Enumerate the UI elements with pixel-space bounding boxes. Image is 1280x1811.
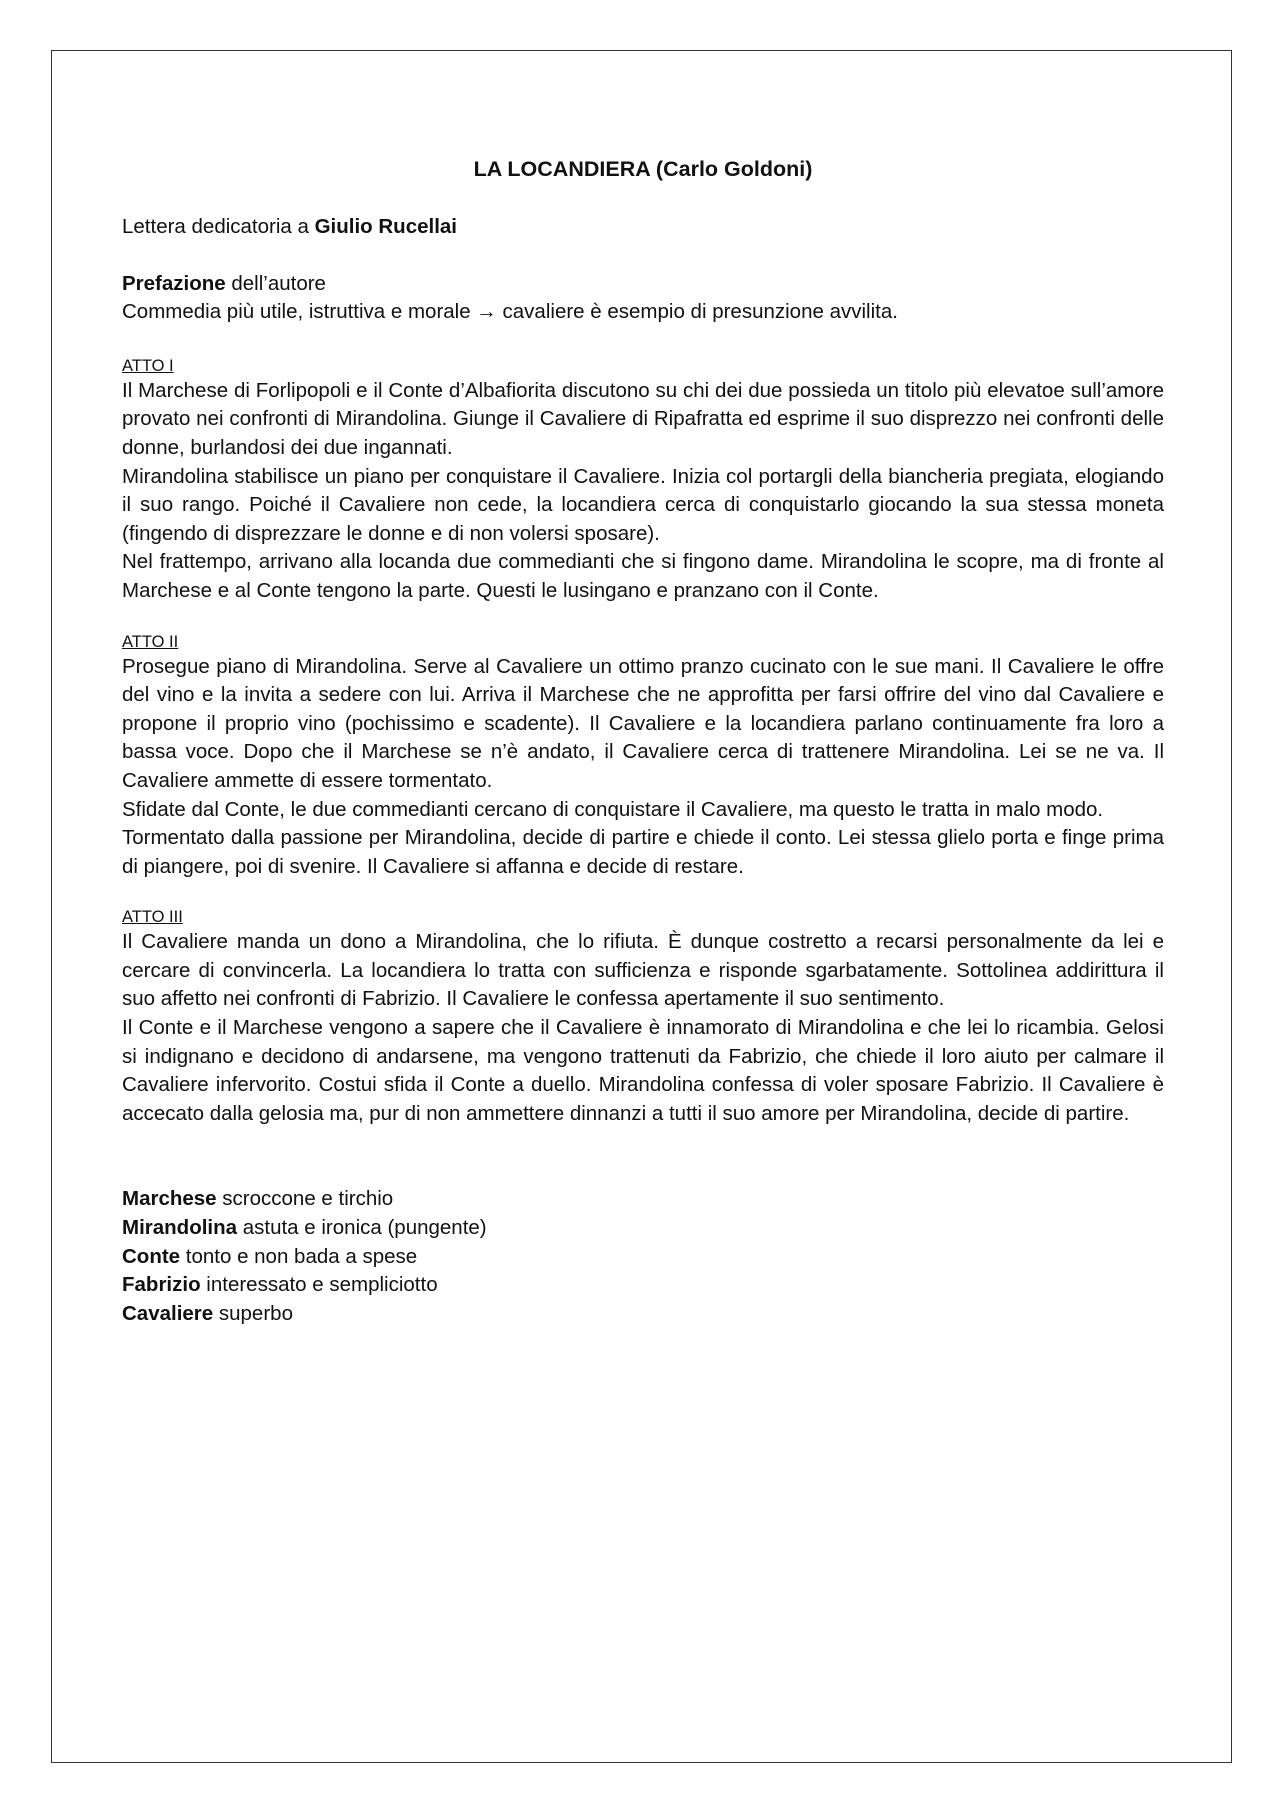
- act-2-label: ATTO II: [122, 632, 179, 651]
- character-name: Conte: [122, 1244, 181, 1268]
- character-list: [122, 1185, 1164, 1328]
- act-2-body: [122, 653, 1164, 882]
- character-item: [122, 1271, 1164, 1300]
- act-2-section: [122, 631, 1164, 882]
- act-3-paragraph: Il Cavaliere manda un dono a Mirandolina, che lo rifiuta. È dunque costretto a recarsi personalmente da lei e cercare di convincerla. La locandiera lo tratta con sufficienza e risponde sgarbatamente. Sottolinea addirittura il suo affetto nei confronti di Fabrizio. Il Cavaliere le confessa apertamente il suo sentimento.: [122, 930, 1164, 1011]
- document-body: [122, 155, 1164, 1328]
- character-desc: scroccone e tirchio: [216, 1187, 394, 1211]
- act-1-paragraph: Mirandolina stabilisce un piano per conquistare il Cavaliere. Inizia col portargli della biancheria pregiata, elogiando il suo rango. Poiché il Cavaliere non cede, la locandiera cerca di conquistarlo giocando la sua stessa moneta (fingendo di disprezzare le donne e di non volersi sposare).: [122, 464, 1164, 545]
- preface-rest: dell’autore: [225, 271, 326, 295]
- character-item: [122, 1243, 1164, 1272]
- act-1-paragraph: Nel frattempo, arrivano alla locanda due commedianti che si fingono dame. Mirandolina le scopre, ma di fronte al Marchese e al Conte tengono la parte. Questi le lusingano e pranzano con il Conte.: [122, 550, 1164, 602]
- act-1-paragraph: Il Marchese di Forlipopoli e il Conte d’Albafiorita discutono su chi dei due possieda un titolo più elevatoe sull’amore provato nei confronti di Mirandolina. Giunge il Cavaliere di Ripafratta ed esprime il suo disprezzo nei confronti delle donne, burlandosi dei due ingannati.: [122, 378, 1164, 459]
- act-2-paragraph: Prosegue piano di Mirandolina. Serve al Cavaliere un ottimo pranzo cucinato con le sue mani. Il Cavaliere le offre del vino e la invita a sedere con lui. Arriva il Marchese che ne approfitta per farsi offrire del vino dal Cavaliere e propone il proprio vino (pochissimo e scadente). Il Cavaliere e la locandiera parlano continuamente fra loro a bassa voce. Dopo che il Marchese se n’è andato, il Cavaliere cerca di trattenere Mirandolina. Lei se ne va. Il Cavaliere ammette di essere tormentato.: [122, 654, 1164, 792]
- act-2-paragraph: Sfidate dal Conte, le due commedianti cercano di conquistare il Cavaliere, ma questo le tratta in malo modo.: [122, 797, 1104, 821]
- character-name: Cavaliere: [122, 1301, 214, 1325]
- act-2-paragraph: Tormentato dalla passione per Mirandolina, decide di partire e chiede il conto. Lei stessa glielo porta e finge prima di piangere, poi di svenire. Il Cavaliere si affanna e decide di restare.: [122, 826, 1164, 878]
- character-item: [122, 1214, 1164, 1243]
- document-title: LA LOCANDIERA (Carlo Goldoni): [473, 157, 813, 181]
- preface-heading: [122, 270, 1164, 299]
- act-1-body: [122, 377, 1164, 606]
- character-item: [122, 1300, 1164, 1329]
- act-3-body: [122, 928, 1164, 1128]
- act-1-section: [122, 355, 1164, 606]
- preface-section: [122, 270, 1164, 327]
- act-3-paragraph: Il Conte e il Marchese vengono a sapere che il Cavaliere è innamorato di Mirandolina e che lei lo ricambia. Gelosi si indignano e decidono di andarsene, ma vengono trattenuti da Fabrizio, che chiede il loro aiuto per calmare il Cavaliere infervorito. Costui sfida il Conte a duello. Mirandolina confessa di voler sposare Fabrizio. Il Cavaliere è accecato dalla gelosia ma, pur di non ammettere dinnanzi a tutti il suo amore per Mirandolina, decide di partire.: [122, 1016, 1164, 1125]
- act-3-section: [122, 906, 1164, 1128]
- act-1-label: ATTO I: [122, 356, 174, 375]
- preface-bold: Prefazione: [122, 271, 226, 295]
- character-name: Marchese: [122, 1187, 217, 1211]
- character-item: [122, 1185, 1164, 1214]
- dedication-line: [122, 213, 1164, 242]
- act-3-label: ATTO III: [122, 908, 183, 927]
- character-desc: astuta e ironica (pungente): [237, 1216, 487, 1240]
- character-desc: superbo: [213, 1301, 293, 1325]
- character-desc: interessato e sempliciotto: [200, 1273, 438, 1297]
- dedication-name: Giulio Rucellai: [314, 215, 457, 238]
- character-name: Fabrizio: [122, 1273, 201, 1297]
- character-name: Mirandolina: [122, 1216, 238, 1240]
- preface-text: Commedia più utile, istruttiva e morale → cavaliere è esempio di presunzione avvilita.: [122, 300, 898, 324]
- dedication-prefix: Lettera dedicatoria a: [122, 215, 315, 238]
- character-desc: tonto e non bada a spese: [180, 1244, 418, 1268]
